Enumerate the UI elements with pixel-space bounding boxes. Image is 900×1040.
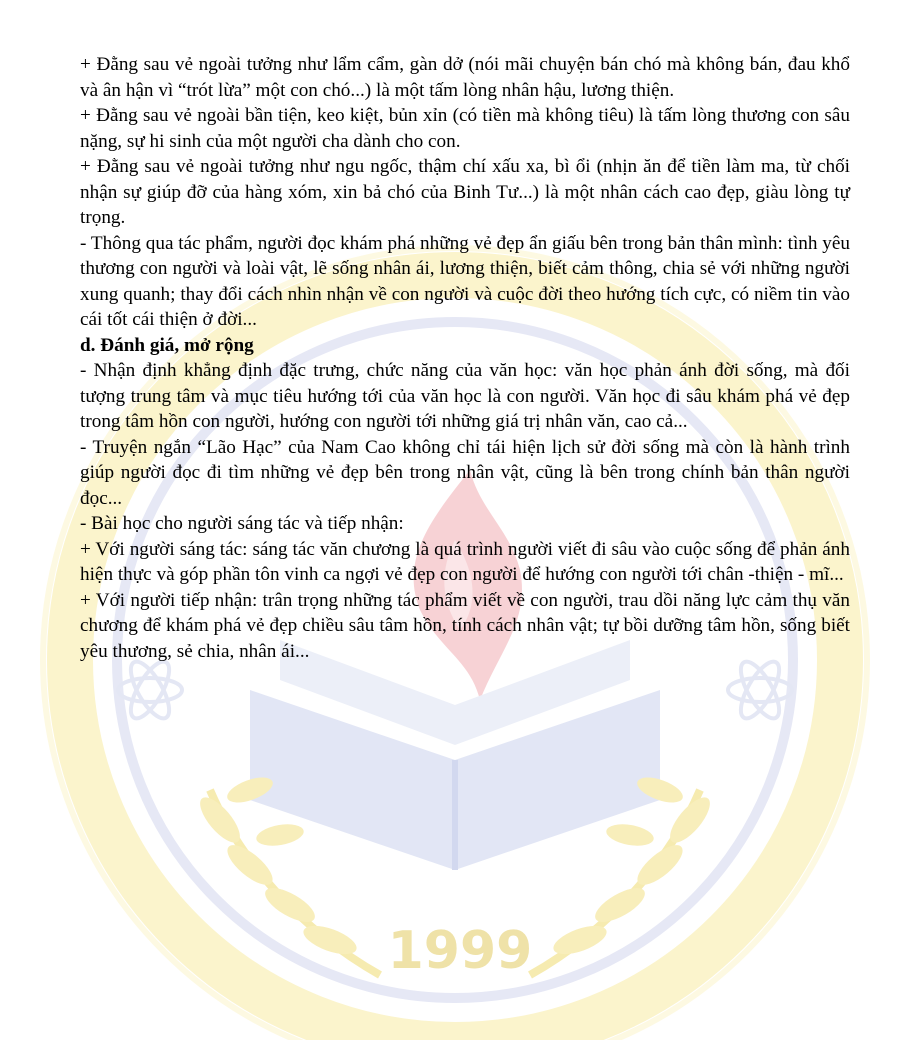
paragraph-lessons-intro: - Bài học cho người sáng tác và tiếp nhận:	[80, 513, 404, 534]
paragraph-literature-function: - Nhận định khẳng định đặc trưng, chức năng của văn học: văn học phản ánh đời sống, mà đối tượng trung tâm và mục tiêu hướng tới của văn học là con người. Văn học đi sâu khám phá vẻ đẹp trong tâm hồn con người, hướng con người tới những giá trị nhân văn, cao cả...	[80, 360, 850, 432]
emblem-atom-left	[118, 656, 182, 723]
paragraph-lao-hac-sacrifice: + Đằng sau vẻ ngoài bần tiện, keo kiệt, bủn xỉn (có tiền mà không tiêu) là tấm lòng thương con sâu nặng, sự hi sinh của một người cha dành cho con.	[80, 105, 850, 152]
paragraph-reader-discovery: - Thông qua tác phẩm, người đọc khám phá những vẻ đẹp ẩn giấu bên trong bản thân mình: tình yêu thương con người và loài vật, lẽ sống nhân ái, lương thiện, biết cảm thông, chia sẻ với những người xung quanh; thay đổi cách nhìn nhận về con người và cuộc đời theo hướng tích cực, có niềm tin vào cái tốt cái thiện ở đời...	[80, 232, 850, 330]
paragraph-lao-hac-kindness: + Đằng sau vẻ ngoài tưởng như lẩm cẩm, gàn dở (nói mãi chuyện bán chó mà không bán, đau khổ và ân hận vì “trót lừa” một con chó...) là một tấm lòng nhân hậu, lương thiện.	[80, 54, 850, 101]
emblem-year: 1999	[387, 921, 533, 981]
paragraph-lesson-readers: + Với người tiếp nhận: trân trọng những tác phẩm viết về con người, trau dồi năng lực cảm thụ văn chương để khám phá vẻ đẹp chiều sâu tâm hồn, tính cách nhân vật; tự bồi dưỡng tâm hồn, sống biết yêu thương, sẻ chia, nhân ái...	[80, 589, 850, 662]
section-heading: d. Đánh giá, mở rộng	[80, 334, 254, 356]
paragraph-lao-hac-dignity: + Đằng sau vẻ ngoài tưởng như ngu ngốc, thậm chí xấu xa, bì ổi (nhịn ăn để tiền làm ma, từ chối nhận sự giúp đỡ của hàng xóm, xin bả chó của Binh Tư...) là một nhân cách cao đẹp, giàu lòng tự trọng.	[80, 156, 850, 228]
paragraph-lao-hac-story: - Truyện ngắn “Lão Hạc” của Nam Cao không chỉ tái hiện lịch sử đời sống mà còn là hành trình giúp người đọc đi tìm những vẻ đẹp bên trong nhân vật, cũng là bên trong chính bản thân người đọc...	[80, 436, 850, 509]
paragraph-lesson-writers: + Với người sáng tác: sáng tác văn chương là quá trình người viết đi sâu vào cuộc sống để phản ánh hiện thực và góp phần tôn vinh ca ngợi vẻ đẹp con người để hướng con người tới chân -thiện - mĩ...	[80, 538, 850, 585]
document-body	[80, 52, 850, 664]
emblem-atom-right	[728, 656, 792, 723]
